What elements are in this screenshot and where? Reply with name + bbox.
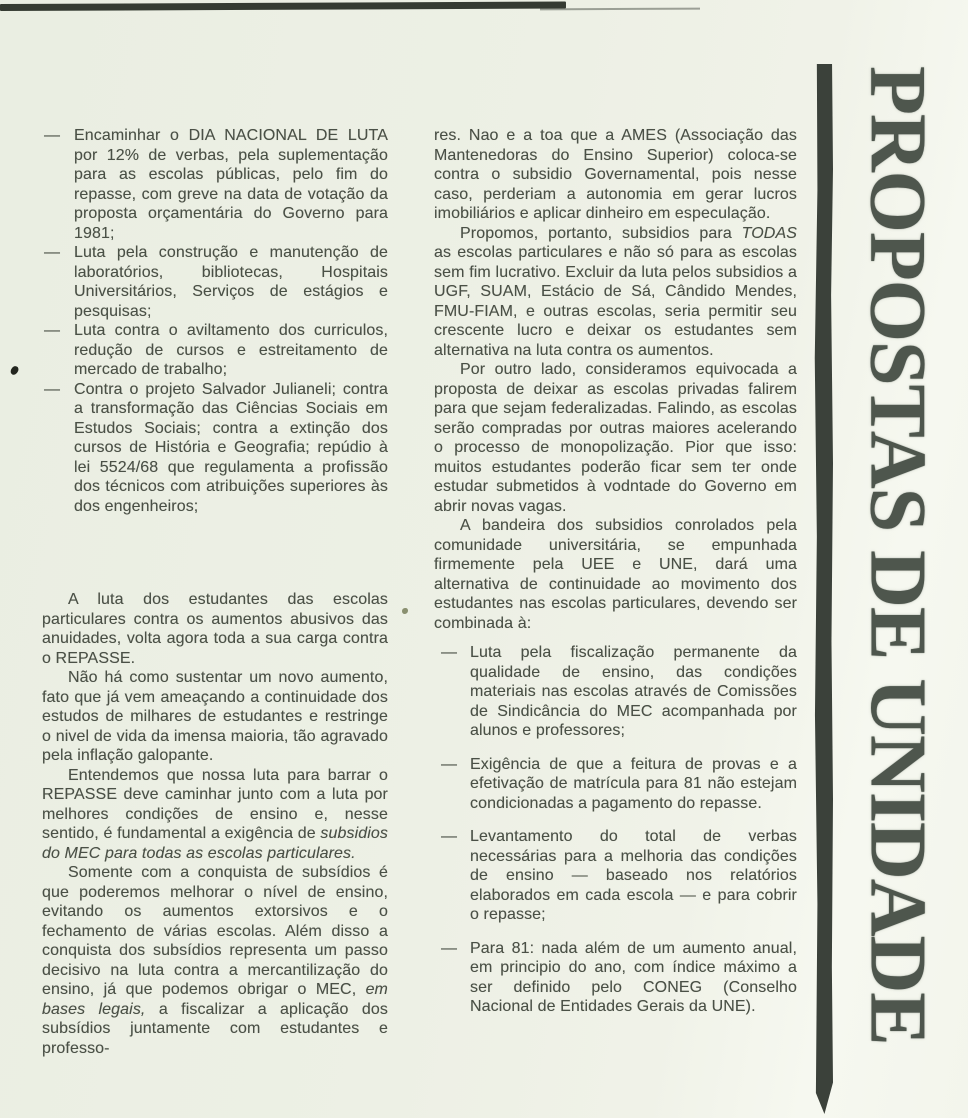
italic-text-run: em bases legais, xyxy=(42,981,388,1018)
page-title: PROPOSTAS DE UNIDADE xyxy=(853,66,942,1045)
bullet-item xyxy=(42,321,388,380)
dash-bullet-icon: — xyxy=(441,828,458,845)
text-run: Encaminhar o DIA NACIONAL DE LUTA por 12% de verbas, pela suplementação para as escolas públicas, pelo fim do repasse, com greve na data de votação da proposta orçamentária do Governo para 1981; xyxy=(74,127,388,242)
paragraph xyxy=(434,126,797,224)
text-run: Contra o projeto Salvador Julianeli; contra a transformação das Ciências Sociais em Estudos Sociais; contra a extinção dos cursos de História e Geografia; repúdio à lei 5524/68 que regulamenta a profissão dos técnicos com atribuições superiores às dos engenheiros; xyxy=(74,380,388,515)
scan-edge-strip xyxy=(0,2,566,11)
italic-text-run: TODAS xyxy=(741,224,797,242)
bullet-item xyxy=(434,755,797,814)
scan-edge-strip-tail xyxy=(540,8,700,11)
text-run: Por outro lado, consideramos equivocada a proposta de deixar as escolas privadas falirem para que sejam federalizadas. Falindo, as escolas serão compradas por outras maiores acelerando o processo de monopolização. Pior que isso: muitos estudantes poderão ficar sem ter onde estudar submetidos à vodntade do Governo em abrir novas vagas. xyxy=(434,361,797,515)
ink-speck xyxy=(9,365,19,376)
bullet-item xyxy=(42,380,388,517)
text-run: Propomos, portanto, subsidios para xyxy=(460,224,742,242)
text-run: Levantamento do total de verbas necessárias para a melhoria das condições de ensino — baseado nos relatórios elaborados em cada escola — e para cobrir o repasse; xyxy=(470,828,797,923)
text-run: a fiscalizar a aplicação dos subsídios juntamente com estudantes e professo- xyxy=(42,1000,388,1057)
text-run: Somente com a conquista de subsídios é que poderemos melhorar o nível de ensino, evitando os aumentos extorsivos e o fechamento de várias escolas. Além disso a conquista dos subsídios representa um passo decisivo na luta contra a mercantilização do ensino, já que podemos obrigar o MEC, xyxy=(42,864,388,998)
dash-bullet-icon: — xyxy=(44,322,61,339)
text-run: as escolas particulares e não só para as escolas sem fim lucrativo. Excluir da luta pelos subsidios a UGF, SUAM, Estácio de Sá, Cândido Mendes, FMU-FIAM, e outras escolas, seria permitir seu crescente lucro e deixar os estudantes sem alternativa na luta contra os aumentos. xyxy=(434,244,797,359)
bullet-item xyxy=(434,939,797,1017)
paragraph xyxy=(42,590,388,668)
text-run: res. Nao e a toa que a AMES (Associação das Mantenedoras do Ensino Superior) coloca-se contra o subsidio Governamental, pois nesse caso, perderiam a autonomia em gerar lucros imobiliários e aplicar dinheiro em especulação. xyxy=(434,127,797,222)
dash-bullet-icon: — xyxy=(441,939,458,957)
paragraph xyxy=(434,360,797,516)
paragraph xyxy=(434,224,797,361)
text-run: Luta pela fiscalização permanente da qualidade de ensino, das condições materiais nas escolas através de Comissões de Sindicância do MEC acompanhada por alunos e professores; xyxy=(470,644,797,739)
text-run: Luta contra o aviltamento dos curriculos, redução de cursos e estreitamento de mercado de trabalho; xyxy=(74,322,388,378)
paragraph xyxy=(42,668,388,766)
dash-bullet-icon: — xyxy=(44,127,61,144)
vertical-rule-bar xyxy=(814,64,833,1114)
italic-text-run: subsidios do MEC para todas as escolas particulares. xyxy=(42,825,388,862)
paragraph xyxy=(42,863,388,1058)
dash-bullet-icon: — xyxy=(44,244,61,261)
bullet-item xyxy=(42,126,388,243)
bullet-item xyxy=(434,643,797,741)
text-run: A bandeira dos subsidios conrolados pela comunidade universitária, se empunhada firmemente pela UEE e UNE, dará uma alternativa de continuidade ao movimento dos estudantes nas escolas particulares, devendo ser combinada à: xyxy=(434,517,797,632)
text-run: Luta pela construção e manutenção de laboratórios, bibliotecas, Hospitais Universitários, Serviços de estágios e pesquisas; xyxy=(74,244,388,320)
right-text-column xyxy=(434,126,797,1031)
dash-bullet-icon: — xyxy=(441,644,458,661)
dash-bullet-icon: — xyxy=(441,755,458,773)
paragraph xyxy=(434,516,797,633)
text-run: Exigência de que a feitura de provas e a efetivação de matrícula para 81 não estejam condicionadas a pagamento do repasse. xyxy=(470,755,797,812)
paragraph xyxy=(42,766,388,864)
text-run: Para 81: nada além de um aumento anual, em principio do ano, com índice máximo a ser definido pelo CONEG (Conselho Nacional de Entidades Gerais da UNE). xyxy=(470,939,797,1015)
ink-speck xyxy=(402,608,408,614)
bullet-item xyxy=(42,243,388,321)
text-run: Entendemos que nossa luta para barrar o REPASSE deve caminhar junto com a luta por melhores condições de ensino e, nesse sentido, é fundamental a exigência de xyxy=(42,766,388,842)
bullet-item xyxy=(434,827,797,925)
text-run: Não há como sustentar um novo aumento, fato que já vem ameaçando a continuidade dos estudos de milhares de estudantes e restringe o nivel de vida da imensa maioria, tão agravado pela inflação galopante. xyxy=(42,669,388,764)
text-run: A luta dos estudantes das escolas particulares contra os aumentos abusivos das anuidades, volta agora toda a sua carga contra o REPASSE. xyxy=(42,591,388,667)
column-spacer xyxy=(42,516,388,590)
left-text-column xyxy=(42,126,388,1058)
dash-bullet-icon: — xyxy=(44,380,61,398)
